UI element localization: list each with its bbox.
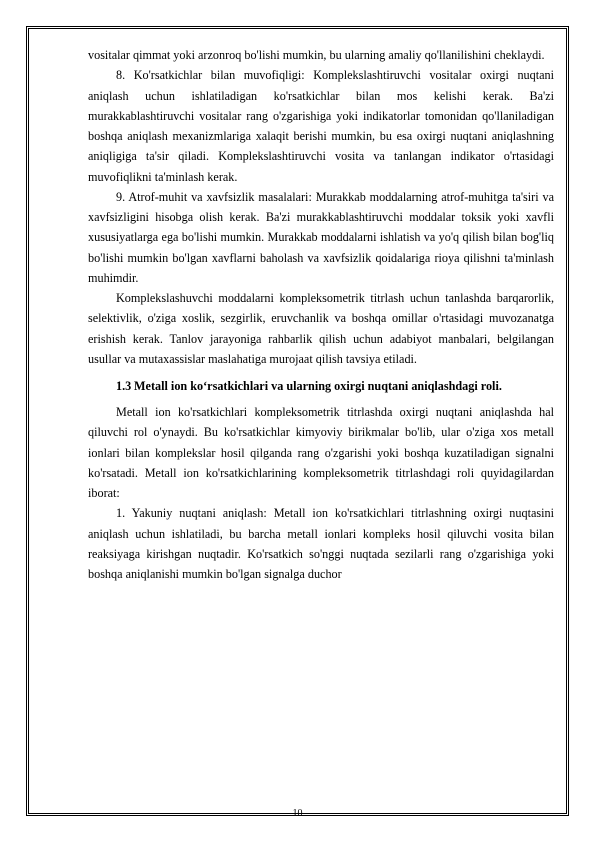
- paragraph-item-1: 1. Yakuniy nuqtani aniqlash: Metall ion ko'rsatkichlari titrlashning oxirgi nuqtasini aniqlash uchun ishlatiladi, bu barcha metall ionlari kompleks hosil qiluvchi vosita bilan reaksiyaga kirishgan nuqtadir. Ko'rsatkich so'nggi nuqtada sezilarli rang o'zgarishiga yoki boshqa aniqlanishi mumkin bo'lgan signalga duchor: [88, 506, 554, 581]
- paragraph-summary: Komplekslashuvchi moddalarni kompleksometrik titrlash uchun tanlashda barqarorlik, selektivlik, o'ziga xoslik, sezgirlik, eruvchanlik va boshqa omillar o'rtasidagi muvozanatga erishish kerak. Tanlov jarayoniga rahbarlik qilish uchun adabiyot manbalari, belgilangan usullar va mutaxassislar maslahatiga murojaat qilish tavsiya etiladi.: [88, 291, 554, 366]
- section-title: Metall ion ko‘rsatkichlari va ularning oxirgi nuqtani aniqlashdagi roli.: [134, 379, 502, 393]
- document-body: [88, 45, 554, 584]
- paragraph-section-intro: Metall ion ko'rsatkichlari kompleksometrik titrlashda oxirgi nuqtani aniqlashda hal qiluvchi rol o'ynaydi. Bu ko'rsatkichlar kimyoviy birikmalar bo'lib, ular o'ziga xos metall ionlari bilan komplekslar hosil qilganda rang o'zgarishi yoki boshqa kuzatiladigan signalni ko'rsatadi. Metall ion ko'rsatkichlarining kompleksometrik titrlashdagi roli quyidagilardan iborat:: [88, 405, 554, 500]
- paragraph-item-8: 8. Ko'rsatkichlar bilan muvofiqligi: Komplekslashtiruvchi vositalar oxirgi nuqtani aniqlash uchun ishlatiladigan ko'rsatkichlar bilan mos kelishi kerak. Ba'zi murakkablashtiruvchi vositalar rang o'zgarishiga yoki indikatorlar tomonidan qo'llaniladigan boshqa aniqlash mexanizmlariga xalaqit berishi mumkin, bu esa oxirgi nuqtani aniqlashning aniqligiga ta'sir qiladi. Komplekslashtiruvchi vosita va tanlangan indikator o'rtasidagi muvofiqlikni ta'minlash kerak.: [88, 68, 554, 184]
- paragraph-item-9: 9. Atrof-muhit va xavfsizlik masalalari: Murakkab moddalarning atrof-muhitga ta'siri va xavfsizligini hisobga olish kerak. Ba'zi murakkablashtiruvchi moddalar toksik yoki xavfli xususiyatlarga ega bo'lishi mumkin. Murakkab moddalarni ishlatish va yo'q qilish bilan bog'liq bo'lishi mumkin bo'lgan xavflarni baholash va xavfsizlik qoidalariga rioya qilishni ta'minlash muhimdir.: [88, 189, 554, 285]
- section-heading: [88, 378, 554, 395]
- page-number: 10: [292, 808, 303, 819]
- paragraph-continuation: vositalar qimmat yoki arzonroq bo'lishi mumkin, bu ularning amaliy qo'llanilishini cheklaydi.: [88, 48, 545, 62]
- section-number: 1.3: [116, 379, 132, 393]
